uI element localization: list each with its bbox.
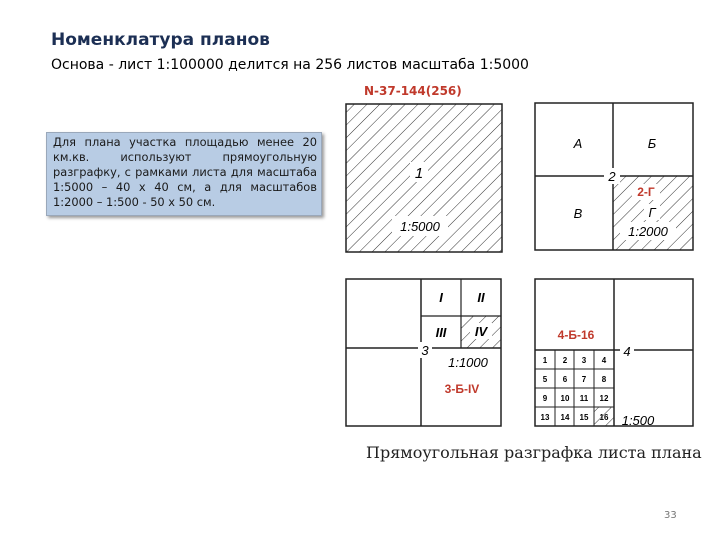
panel-3-cell-i: I [439,290,443,305]
panel-3 [346,279,501,426]
panel-2-scale: 1:2000 [628,224,668,239]
panel-2 [535,103,693,250]
panel-4-cell-10: 10 [560,394,570,403]
panel-4-cell-13: 13 [540,413,550,422]
panel-2-cell-g: Г [648,205,656,220]
panel-3-cell-iii: III [435,325,447,340]
panel-4-cell-14: 14 [560,413,570,422]
panel-2-code: 2-Г [637,185,655,199]
panel-4-cell-6: 6 [562,375,568,384]
panel-3-cell-ii: II [477,290,485,305]
panel-4-cell-2: 2 [562,356,568,365]
panel-4-cell-1: 1 [542,356,548,365]
panel-2-number: 2 [608,169,616,184]
info-box: Для плана участка площадью менее 20 км.кв. используют прямоугольную разграфку, с рамками листа для масштаба 1:5000 – 40 х 40 см, а для масштабов 1:2000 – 1:500 - 50 х 50 см. [46,132,322,216]
panel-4-cell-4: 4 [601,356,607,365]
panel-4-cell-15: 15 [579,413,589,422]
panel-4-cell-7: 7 [581,375,587,384]
panel-2-cell-b: Б [647,136,657,151]
panel-4-code: 4-Б-16 [557,328,595,342]
panel-3-code: 3-Б-IV [444,382,480,396]
panel-4-scale: 1:500 [621,413,655,428]
panel-4-cell-16: 16 [599,413,609,422]
slide-title: Номенклатура планов [51,30,270,50]
panel-1-number: 1 [414,165,424,182]
panel-4 [535,279,693,428]
panel-4-number: 4 [623,344,631,359]
panel-1 [346,104,502,252]
page-number: 33 [664,510,677,521]
sheet-code: N-37-144(256) [364,84,462,98]
panel-1-scale: 1:5000 [400,219,440,234]
panel-4-cell-3: 3 [581,356,587,365]
panel-3-number: 3 [421,343,429,358]
panel-2-cell-a: А [573,136,583,151]
panel-3-cell-iv: IV [474,324,488,339]
figure-caption: Прямоугольная разграфка листа плана [366,443,702,462]
slide-subtitle: Основа - лист 1:100000 делится на 256 листов масштаба 1:5000 [51,57,529,73]
panel-4-cell-12: 12 [599,394,609,403]
panel-4-cell-9: 9 [542,394,548,403]
panel-3-scale: 1:1000 [448,355,488,370]
panel-4-cell-11: 11 [579,394,589,403]
panel-4-cell-8: 8 [601,375,607,384]
panel-2-cell-v: В [573,206,583,221]
panel-4-cell-5: 5 [542,375,548,384]
